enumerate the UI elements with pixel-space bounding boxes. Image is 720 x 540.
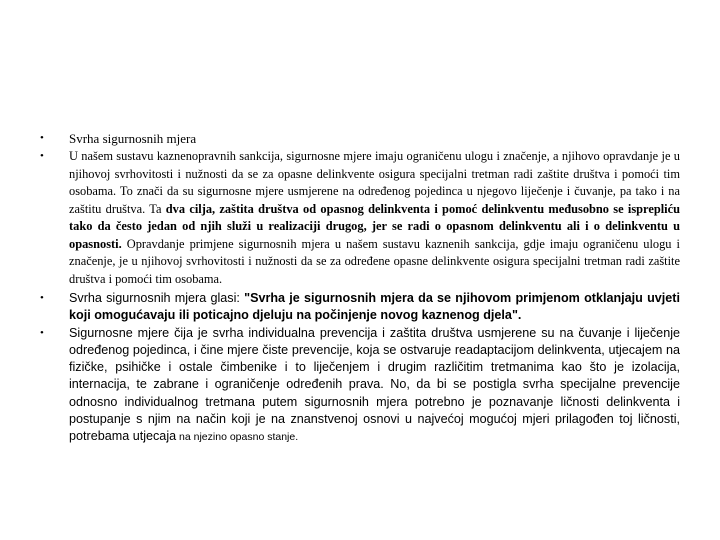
- list-item-title: [40, 129, 680, 148]
- bullet-icon: •: [40, 326, 44, 339]
- paragraph-3-text: [69, 326, 680, 444]
- paragraph-2-text: [69, 291, 680, 322]
- paragraph-3-tail: na njezino opasno stanje.: [176, 431, 299, 444]
- section-title: Svrha sigurnosnih mjera: [69, 131, 197, 146]
- bullet-list: [40, 129, 680, 447]
- list-item-paragraph-2: [40, 290, 680, 325]
- paragraph-2-intro: Svrha sigurnosnih mjera glasi:: [69, 291, 245, 305]
- list-item-paragraph-1: [40, 148, 680, 288]
- paragraph-1-intro: U našem sustavu kaznenopravnih sankcija, sigurnosne mjere imaju ograničenu ulogu i značenje, a njihovo opravdanje je u njihovoj svrhovitosti i nužnosti da se za opasne delinkvente osigura specijalni tretman radi zaštite društva i pomoći tim osobama. To znači da su sigurnosne mjere usmjerene na određenog pojedinca u njegovo liječenje i čuvanje, pa tako i na zaštitu društva. Ta: [69, 149, 680, 216]
- bullet-icon: •: [40, 132, 44, 144]
- bullet-icon: •: [40, 292, 44, 304]
- bullet-icon: •: [40, 150, 44, 162]
- paragraph-1-bold: dva cilja, zaštita društva od opasnog delinkventa i pomoć delinkventu međusobno se isprepliću tako da često jedan od njih služi u realizaciji drugog, jer se radi o opasnom delinkventu ali i o delinkventu u opasnosti.: [69, 201, 680, 251]
- paragraph-1-text: [69, 149, 680, 286]
- paragraph-1-rest: Opravdanje primjene sigurnosnih mjera u našem sustavu kaznenih sankcija, gdje imaju ograničenu ulogu i značenje, je u njihovoj svrhovitosti i nužnosti da se za određene opasne delinkvente osigura specijalni tretman radi zaštite društva i pomoći tim osobama.: [69, 236, 680, 286]
- paragraph-2-quote: "Svrha je sigurnosnih mjera da se njihovom primjenom otklanjaju uvjeti koji omogućavaju ili poticajno djeluju na počinjenje novog kaznenog djela".: [69, 291, 680, 323]
- paragraph-3-body: Sigurnosne mjere čija je svrha individualna prevencija i zaštita društva usmjerene su na čuvanje i liječenje određenog pojedinca, i čine mjere čiste prevencije, koja se ostvaruje readaptacijom delinkventa, utjecajem na fizičke, psihičke i ostale čimbenike i to liječenjem i drugim različitim tretmanima kao što je izolacija, internacija, te zabrane i ograničenje određenih prava. No, da bi se postigla svrha specijalne prevencije odnosno individualnog tretmana putem sigurnosnih mjera potrebno je poznavanje ličnosti delinkventa i postupanje s njim na način koji je na znanstvenoj osnovi u najvećoj mogućoj mjeri prilagođen toj ličnosti, potrebama utjecaja: [69, 325, 680, 444]
- list-item-paragraph-3: [40, 325, 680, 447]
